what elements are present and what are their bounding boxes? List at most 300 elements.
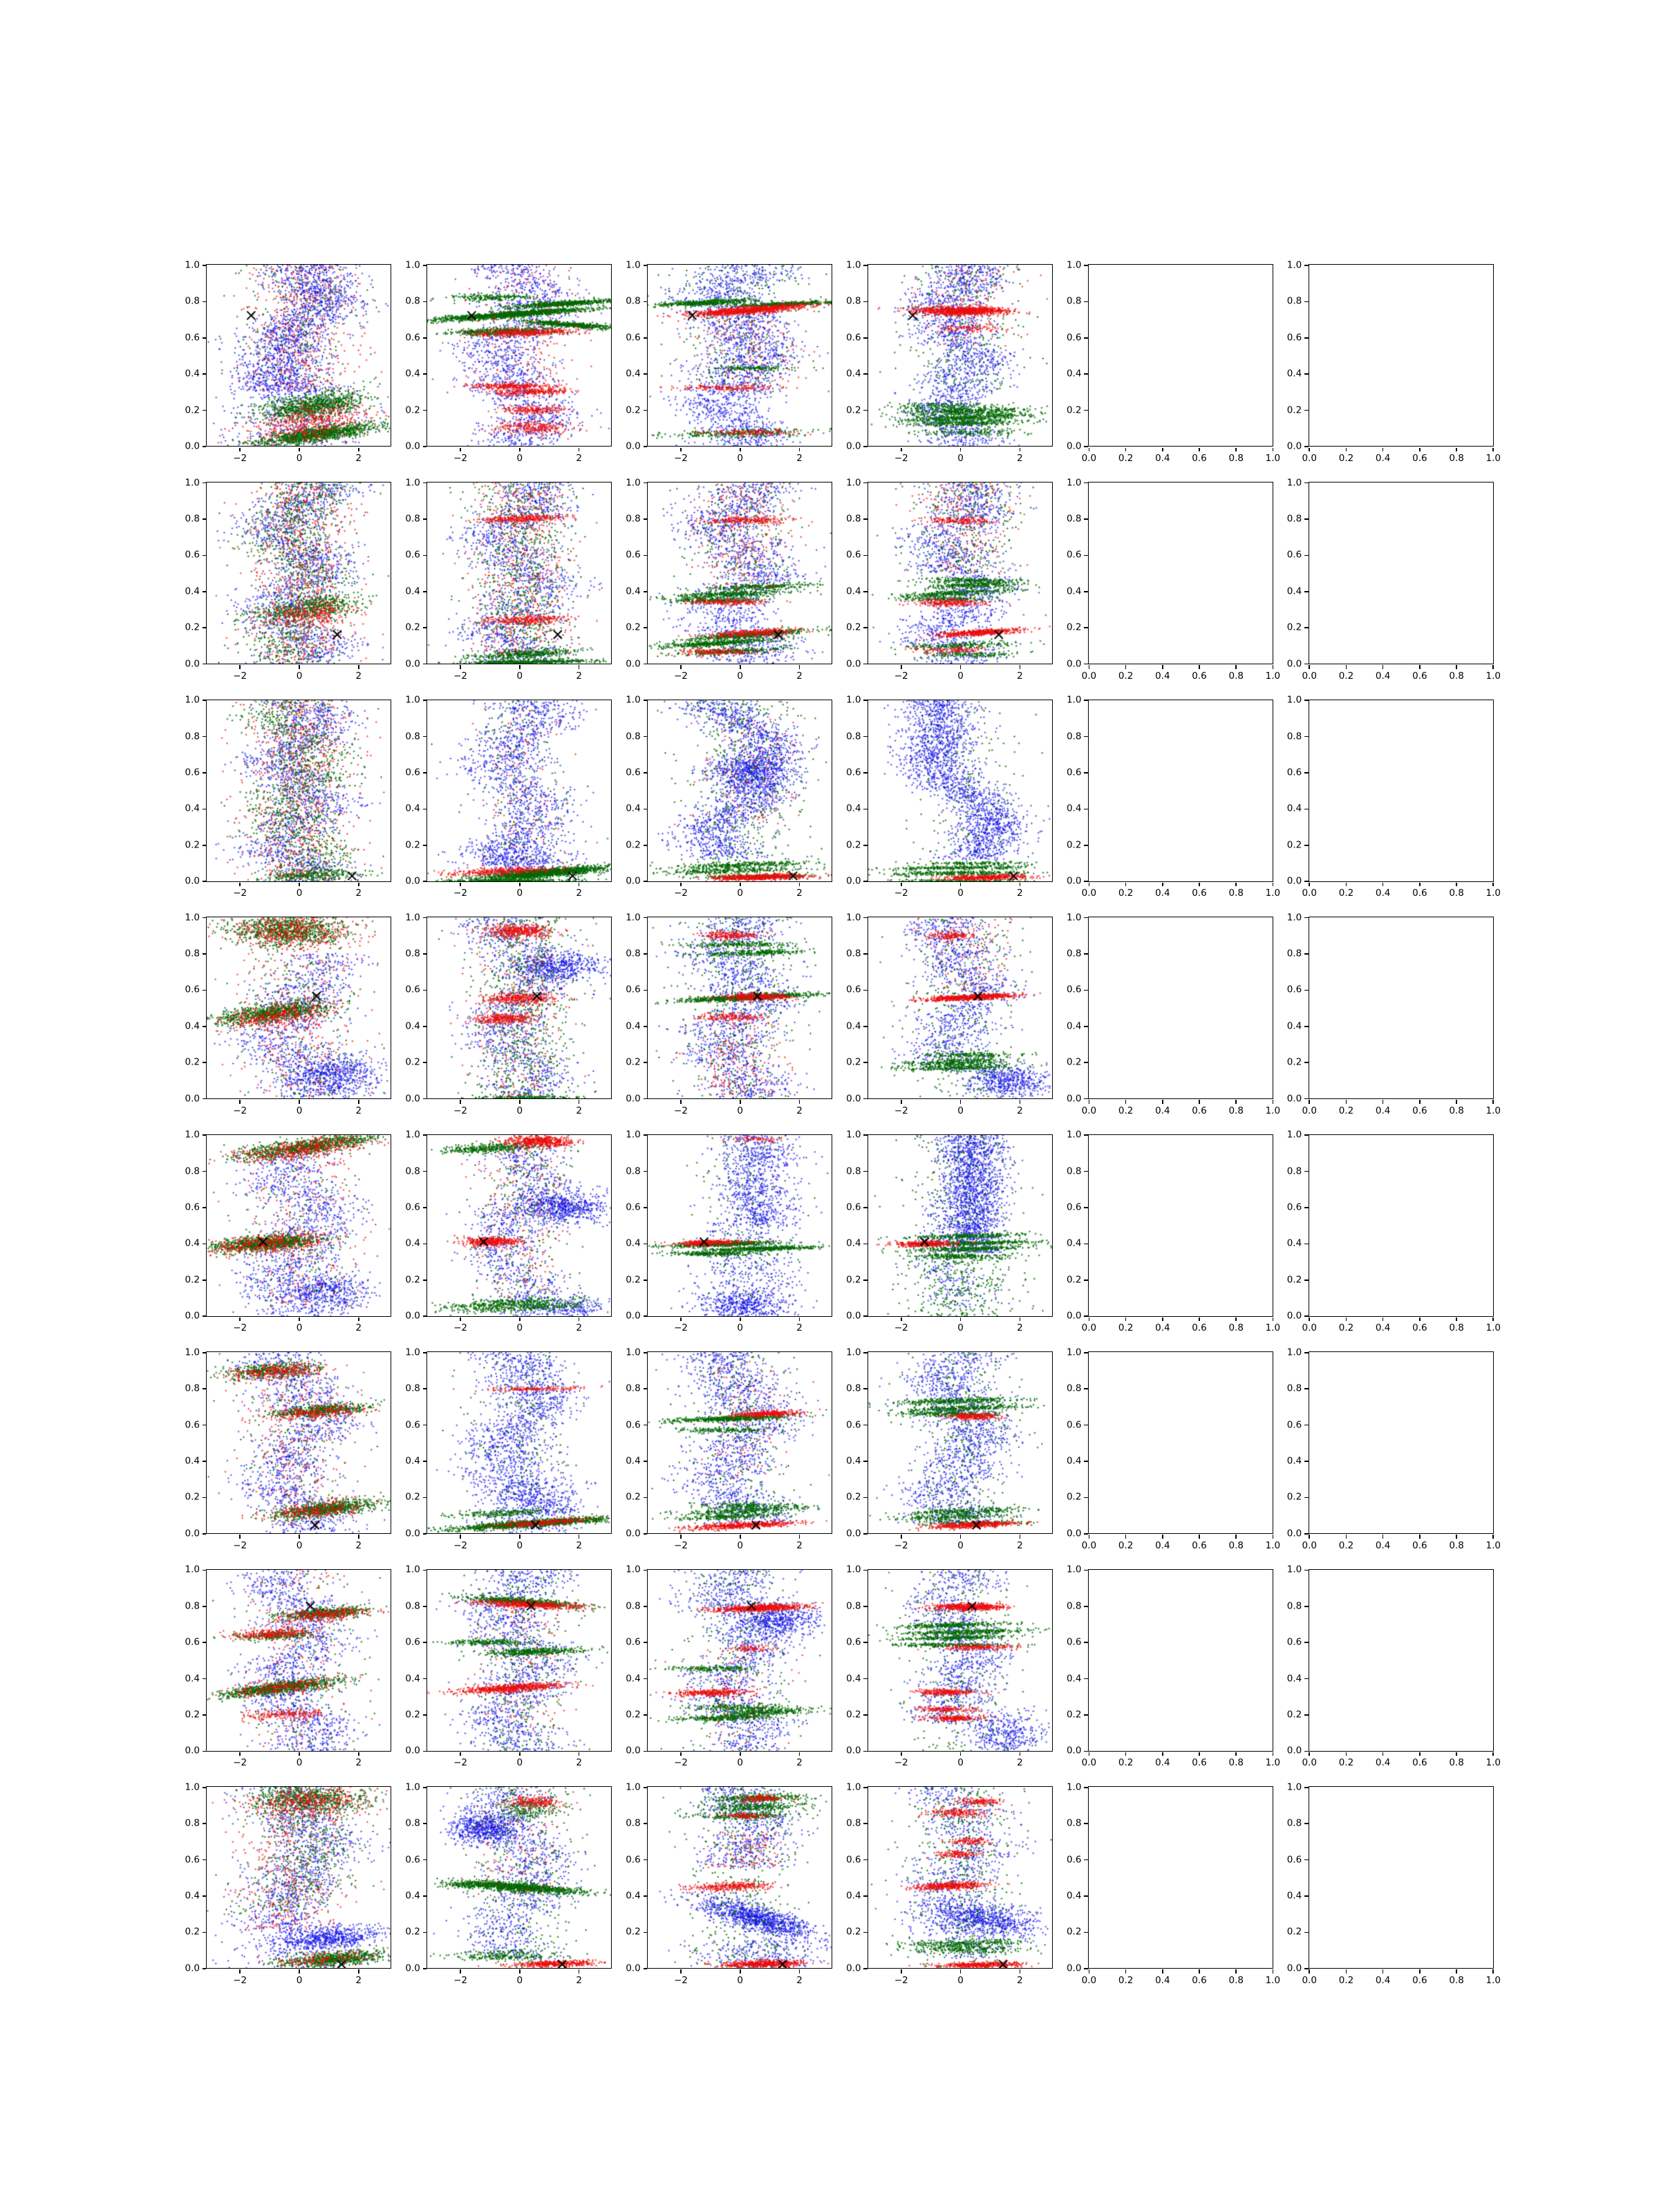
tick-label: 0.8 [626, 1817, 641, 1829]
tick-label: 0.6 [1066, 332, 1082, 344]
tick-label: 2 [576, 1757, 582, 1769]
tick-label: 1.0 [1485, 1757, 1501, 1769]
tick-label: 0.4 [185, 803, 200, 814]
tick-label: 1.0 [1066, 476, 1082, 488]
tick-label: 0.4 [405, 803, 420, 814]
tick-label: 1.0 [1286, 1564, 1302, 1575]
tick-label: 1.0 [1485, 1974, 1501, 1986]
tick-label: 1.0 [185, 259, 200, 271]
subplot-r3c5-empty [1309, 917, 1494, 1099]
tick-label: 1.0 [405, 1129, 420, 1141]
tick-label: 0.4 [1155, 1539, 1170, 1551]
tick-label: 0.6 [185, 1201, 200, 1213]
subplot-r1c2-scatter [647, 482, 832, 664]
tick-label: 0.2 [1118, 1757, 1134, 1769]
tick-label: 0.0 [185, 440, 200, 452]
subplot-r7c1-scatter [427, 1786, 612, 1969]
tick-label: 0.4 [1286, 1890, 1302, 1902]
tick-label: 0.8 [1286, 295, 1302, 307]
tick-label: 0.0 [626, 657, 641, 669]
tick-label: 0.8 [405, 1382, 420, 1394]
tick-label: 2 [796, 1322, 803, 1334]
tick-label: 0.4 [846, 1672, 861, 1684]
tick-mark [1304, 1497, 1309, 1499]
subplot-r4c5-empty [1309, 1134, 1494, 1317]
tick-mark [1492, 1969, 1494, 1974]
tick-label: 0.2 [405, 1056, 420, 1068]
tick-label: 0.2 [1118, 1105, 1134, 1116]
tick-label: 0.8 [1286, 730, 1302, 742]
tick-label: 0.4 [185, 1455, 200, 1467]
tick-label: 0.8 [405, 513, 420, 525]
tick-label: 1.0 [185, 1347, 200, 1358]
tick-label: 0 [737, 1105, 743, 1116]
tick-label: 0.6 [405, 984, 420, 995]
tick-label: 0.4 [1155, 1322, 1170, 1334]
subplot-r1c0-scatter [206, 482, 391, 664]
tick-mark [1382, 1100, 1384, 1104]
tick-label: 0.6 [626, 332, 641, 344]
subplot-r6c2-scatter [647, 1569, 832, 1752]
tick-mark [1309, 448, 1310, 452]
tick-mark [1492, 1752, 1494, 1756]
tick-label: 1.0 [1265, 1105, 1281, 1116]
subplot-r3c0-scatter [206, 917, 391, 1099]
tick-label: 0.0 [185, 1310, 200, 1322]
tick-label: 0.4 [1375, 670, 1391, 682]
tick-label: 0 [737, 1757, 743, 1769]
tick-label: −2 [894, 1539, 908, 1551]
tick-label: 0.0 [405, 875, 420, 887]
tick-label: 0.8 [1066, 1165, 1082, 1177]
tick-label: 0.6 [1066, 1853, 1082, 1865]
tick-label: 0.4 [626, 1020, 641, 1032]
tick-label: 2 [1017, 1974, 1023, 1986]
tick-label: 0.4 [185, 368, 200, 379]
tick-mark [1304, 953, 1309, 955]
tick-label: 0.0 [1066, 1092, 1082, 1104]
tick-label: 0.2 [1118, 670, 1134, 682]
tick-label: 0.6 [626, 549, 641, 561]
tick-label: 1.0 [1066, 259, 1082, 271]
tick-label: 0 [296, 1322, 303, 1334]
tick-label: 0.2 [626, 621, 641, 633]
tick-label: 2 [576, 670, 582, 682]
tick-label: 1.0 [405, 259, 420, 271]
tick-label: 0.8 [1449, 1757, 1464, 1769]
tick-mark [1304, 1461, 1309, 1462]
tick-label: 0.4 [1375, 1757, 1391, 1769]
tick-mark [1492, 1535, 1494, 1539]
tick-label: 0.4 [405, 1020, 420, 1032]
tick-label: 0.8 [405, 1600, 420, 1611]
tick-label: 0.6 [1412, 888, 1427, 899]
tick-label: 2 [796, 1757, 803, 1769]
tick-label: 0 [957, 888, 964, 899]
subplot-r1c5-empty [1309, 482, 1494, 664]
tick-label: 0.2 [626, 838, 641, 850]
tick-mark [1304, 1134, 1309, 1136]
tick-label: 0.2 [1066, 1491, 1082, 1503]
tick-label: 1.0 [405, 1781, 420, 1793]
tick-label: 0.4 [1066, 1020, 1082, 1032]
subplot-r0c1-scatter [427, 264, 612, 447]
tick-mark [1304, 265, 1309, 266]
tick-label: 2 [576, 888, 582, 899]
tick-label: 0.0 [1081, 888, 1097, 899]
tick-mark [1304, 736, 1309, 738]
subplot-r5c2-scatter [647, 1351, 832, 1534]
tick-label: 0.2 [405, 1274, 420, 1286]
tick-label: 0 [296, 1757, 303, 1769]
tick-label: 0 [296, 1105, 303, 1116]
tick-label: 0.8 [1449, 1322, 1464, 1334]
tick-mark [1304, 1026, 1309, 1027]
tick-label: 0.6 [405, 1853, 420, 1865]
tick-label: 0.2 [1286, 404, 1302, 415]
tick-mark [1492, 665, 1494, 669]
tick-mark [1304, 772, 1309, 774]
tick-label: 0.8 [1228, 1757, 1244, 1769]
tick-mark [1456, 665, 1457, 669]
tick-mark [1382, 1318, 1384, 1322]
tick-label: 0.0 [405, 1528, 420, 1539]
tick-label: 0 [737, 1539, 743, 1551]
tick-label: 0.8 [185, 1382, 200, 1394]
tick-label: 0.2 [405, 404, 420, 415]
tick-label: 0.2 [185, 1056, 200, 1068]
tick-label: 0.8 [1286, 1165, 1302, 1177]
tick-mark [1304, 1859, 1309, 1861]
tick-label: 0.2 [1066, 1709, 1082, 1721]
tick-mark [1304, 1932, 1309, 1933]
tick-label: 0 [296, 670, 303, 682]
tick-label: 0.6 [1286, 332, 1302, 344]
tick-label: −2 [673, 1322, 688, 1334]
tick-label: −2 [673, 888, 688, 899]
tick-label: 0 [957, 1539, 964, 1551]
tick-label: 0.6 [626, 984, 641, 995]
tick-label: 0.6 [1192, 1105, 1207, 1116]
subplot-r5c1-scatter [427, 1351, 612, 1534]
tick-mark [1304, 1533, 1309, 1535]
tick-label: 0.0 [1066, 657, 1082, 669]
tick-label: −2 [673, 1105, 688, 1116]
tick-label: 0.2 [405, 1709, 420, 1721]
tick-mark [1492, 883, 1494, 887]
tick-mark [1419, 1318, 1421, 1322]
subplot-r2c1-scatter [427, 700, 612, 882]
tick-label: −2 [233, 1539, 247, 1551]
subplot-r7c3-scatter [868, 1786, 1053, 1969]
subplot-r2c0-scatter [206, 700, 391, 882]
tick-label: 2 [1017, 670, 1023, 682]
tick-label: 0.2 [185, 1274, 200, 1286]
tick-mark [1304, 1751, 1309, 1752]
tick-label: 0.6 [1066, 767, 1082, 778]
subplot-r0c2-scatter [647, 264, 832, 447]
subplot-r4c1-scatter [427, 1134, 612, 1317]
tick-label: 0.4 [1375, 1105, 1391, 1116]
tick-label: 0.2 [1338, 888, 1354, 899]
tick-label: 0.6 [1412, 1322, 1427, 1334]
tick-label: 0.6 [405, 1201, 420, 1213]
tick-label: 0.4 [1155, 888, 1170, 899]
tick-label: 0.4 [626, 368, 641, 379]
tick-label: 1.0 [185, 1564, 200, 1575]
tick-label: 2 [576, 1322, 582, 1334]
tick-label: 0.2 [1338, 1974, 1354, 1986]
tick-label: −2 [453, 670, 467, 682]
tick-label: 0 [296, 453, 303, 464]
tick-label: 0.8 [1228, 888, 1244, 899]
tick-mark [1456, 1535, 1457, 1539]
tick-label: 0.0 [846, 1745, 861, 1756]
tick-label: 0.0 [626, 1092, 641, 1104]
tick-label: 0 [737, 670, 743, 682]
subplot-r7c2-scatter [647, 1786, 832, 1969]
subplot-r4c3-scatter [868, 1134, 1053, 1317]
tick-mark [1304, 1606, 1309, 1607]
subplot-r5c0-scatter [206, 1351, 391, 1534]
tick-label: 0 [516, 670, 523, 682]
subplot-r1c4-empty [1088, 482, 1273, 664]
tick-mark [1304, 410, 1309, 411]
subplot-r7c0-scatter [206, 1786, 391, 1969]
tick-label: 0.2 [1118, 1322, 1134, 1334]
tick-label: 0.8 [1228, 1105, 1244, 1116]
tick-label: 1.0 [1066, 694, 1082, 706]
tick-label: 0.2 [1066, 838, 1082, 850]
tick-label: 0.4 [1286, 368, 1302, 379]
tick-label: 0.8 [846, 1817, 861, 1829]
tick-label: 0.0 [626, 1310, 641, 1322]
tick-label: 0.4 [1375, 1322, 1391, 1334]
tick-label: 0.0 [1066, 875, 1082, 887]
tick-label: 0.2 [846, 1491, 861, 1503]
tick-label: 0.6 [1286, 1418, 1302, 1430]
tick-mark [1304, 446, 1309, 447]
tick-label: 0 [516, 888, 523, 899]
tick-label: 0.4 [846, 1890, 861, 1902]
tick-label: 0.2 [1286, 1274, 1302, 1286]
tick-mark [1304, 1570, 1309, 1571]
tick-label: 0.8 [405, 1817, 420, 1829]
tick-label: 0.2 [405, 621, 420, 633]
subplot-r6c5-empty [1309, 1569, 1494, 1752]
subplot-r1c3-scatter [868, 482, 1053, 664]
tick-label: 0.4 [185, 1237, 200, 1249]
tick-label: 0.0 [1081, 1974, 1097, 1986]
tick-label: 0.2 [1338, 1539, 1354, 1551]
tick-label: −2 [894, 888, 908, 899]
tick-label: 1.0 [846, 1347, 861, 1358]
tick-label: 1.0 [1265, 1539, 1281, 1551]
tick-label: 0.8 [846, 1382, 861, 1394]
tick-label: 0.6 [626, 1853, 641, 1865]
tick-label: 0.4 [1066, 1237, 1082, 1249]
tick-label: 0.2 [1286, 1056, 1302, 1068]
subplot-r5c3-scatter [868, 1351, 1053, 1534]
tick-label: 0.0 [1286, 1528, 1302, 1539]
tick-label: 1.0 [1485, 1539, 1501, 1551]
tick-mark [1304, 373, 1309, 375]
tick-label: 0.6 [1192, 888, 1207, 899]
tick-label: 2 [796, 1974, 803, 1986]
tick-label: 0.4 [1066, 1672, 1082, 1684]
tick-label: 0.4 [626, 585, 641, 597]
tick-label: 1.0 [1066, 1781, 1082, 1793]
tick-label: 0.6 [846, 1201, 861, 1213]
tick-mark [1382, 1535, 1384, 1539]
tick-label: 2 [796, 670, 803, 682]
tick-label: 0.0 [1302, 670, 1318, 682]
tick-label: 0.2 [846, 1926, 861, 1938]
tick-label: 0.8 [1066, 1600, 1082, 1611]
tick-label: 2 [355, 453, 362, 464]
tick-label: 0.8 [1286, 1382, 1302, 1394]
tick-label: 0.2 [626, 1274, 641, 1286]
subplot-r3c4-empty [1088, 917, 1273, 1099]
tick-label: 0.2 [1118, 1539, 1134, 1551]
tick-label: 1.0 [1066, 1564, 1082, 1575]
tick-mark [1304, 627, 1309, 628]
tick-label: 0.2 [1066, 404, 1082, 415]
tick-label: 0.6 [846, 1636, 861, 1648]
tick-label: 0.0 [1081, 1757, 1097, 1769]
tick-label: 0 [957, 1322, 964, 1334]
tick-label: 0.8 [626, 513, 641, 525]
tick-label: 2 [576, 1539, 582, 1551]
tick-label: 0.6 [1066, 1418, 1082, 1430]
tick-label: 0.8 [626, 1165, 641, 1177]
tick-label: 1.0 [1265, 1757, 1281, 1769]
subplot-r0c5-empty [1309, 264, 1494, 447]
tick-label: 0.4 [846, 585, 861, 597]
tick-label: 0.0 [1066, 440, 1082, 452]
tick-label: 0.6 [626, 1636, 641, 1648]
subplot-r5c5-empty [1309, 1351, 1494, 1534]
subplot-r2c3-scatter [868, 700, 1053, 882]
tick-label: 1.0 [1485, 1322, 1501, 1334]
tick-mark [1419, 883, 1421, 887]
tick-mark [1304, 1823, 1309, 1824]
tick-label: 0 [296, 1539, 303, 1551]
subplot-r6c4-empty [1088, 1569, 1273, 1752]
tick-mark [1382, 1752, 1384, 1756]
tick-label: 0 [516, 1322, 523, 1334]
tick-label: 0.8 [405, 948, 420, 959]
tick-label: 0.8 [1449, 1539, 1464, 1551]
tick-label: 0.2 [1286, 1709, 1302, 1721]
tick-mark [1346, 1100, 1347, 1104]
tick-label: 0.4 [185, 1020, 200, 1032]
tick-label: 0.4 [405, 368, 420, 379]
tick-label: 0.2 [1286, 838, 1302, 850]
tick-label: 0.4 [626, 1237, 641, 1249]
tick-label: 0.0 [1302, 1539, 1318, 1551]
tick-label: 0.2 [1338, 670, 1354, 682]
tick-label: 0.2 [626, 1926, 641, 1938]
tick-mark [1419, 1969, 1421, 1974]
tick-label: 0.2 [185, 1709, 200, 1721]
tick-label: −2 [673, 453, 688, 464]
tick-mark [1304, 482, 1309, 484]
tick-label: 0.8 [185, 948, 200, 959]
tick-label: 1.0 [626, 476, 641, 488]
tick-label: 0.4 [846, 1237, 861, 1249]
tick-label: 0.8 [1449, 1105, 1464, 1116]
tick-label: 0.4 [846, 803, 861, 814]
tick-label: 1.0 [626, 1781, 641, 1793]
tick-label: 0.6 [405, 332, 420, 344]
tick-label: 0.6 [846, 549, 861, 561]
tick-label: 1.0 [1265, 670, 1281, 682]
tick-label: 1.0 [185, 1129, 200, 1141]
tick-label: 0.6 [1412, 1539, 1427, 1551]
tick-label: 1.0 [626, 694, 641, 706]
tick-label: 0.6 [405, 1636, 420, 1648]
tick-mark [1419, 665, 1421, 669]
tick-label: 0.0 [626, 440, 641, 452]
tick-label: 1.0 [626, 1564, 641, 1575]
tick-mark [1304, 1425, 1309, 1426]
subplot-r5c4-empty [1088, 1351, 1273, 1534]
tick-label: −2 [673, 1974, 688, 1986]
tick-label: −2 [894, 453, 908, 464]
tick-label: 0.0 [1066, 1745, 1082, 1756]
tick-label: 0.6 [1192, 1322, 1207, 1334]
tick-mark [1304, 881, 1309, 882]
tick-mark [1309, 665, 1310, 669]
tick-label: −2 [453, 1105, 467, 1116]
tick-label: 0 [296, 888, 303, 899]
tick-label: 0.6 [1066, 1636, 1082, 1648]
tick-label: −2 [233, 1974, 247, 1986]
tick-label: 2 [796, 888, 803, 899]
tick-label: 1.0 [626, 1347, 641, 1358]
tick-label: 0.6 [1286, 1853, 1302, 1865]
tick-label: 0.4 [626, 1455, 641, 1467]
tick-label: 0.8 [626, 295, 641, 307]
tick-mark [1304, 555, 1309, 556]
tick-label: 2 [355, 670, 362, 682]
tick-mark [1456, 1752, 1457, 1756]
tick-label: 0.6 [405, 767, 420, 778]
tick-label: 0.4 [1066, 585, 1082, 597]
tick-mark [1304, 1787, 1309, 1788]
tick-label: 0.0 [185, 1092, 200, 1104]
tick-label: 0.4 [1155, 1757, 1170, 1769]
tick-label: 0.4 [626, 1672, 641, 1684]
tick-label: 2 [1017, 888, 1023, 899]
tick-label: 1.0 [846, 1564, 861, 1575]
tick-label: 0.4 [405, 1672, 420, 1684]
tick-label: 0.2 [1118, 1974, 1134, 1986]
tick-label: 0.8 [1449, 670, 1464, 682]
tick-label: 0.2 [846, 1274, 861, 1286]
tick-mark [1492, 1100, 1494, 1104]
tick-label: 0.0 [185, 1528, 200, 1539]
tick-mark [1492, 448, 1494, 452]
tick-label: 0.4 [846, 368, 861, 379]
tick-mark [1346, 448, 1347, 452]
tick-mark [1419, 1100, 1421, 1104]
tick-label: 0.2 [626, 1709, 641, 1721]
tick-label: 0.4 [1066, 803, 1082, 814]
tick-label: 0.8 [846, 513, 861, 525]
tick-label: 0.0 [1302, 1322, 1318, 1334]
